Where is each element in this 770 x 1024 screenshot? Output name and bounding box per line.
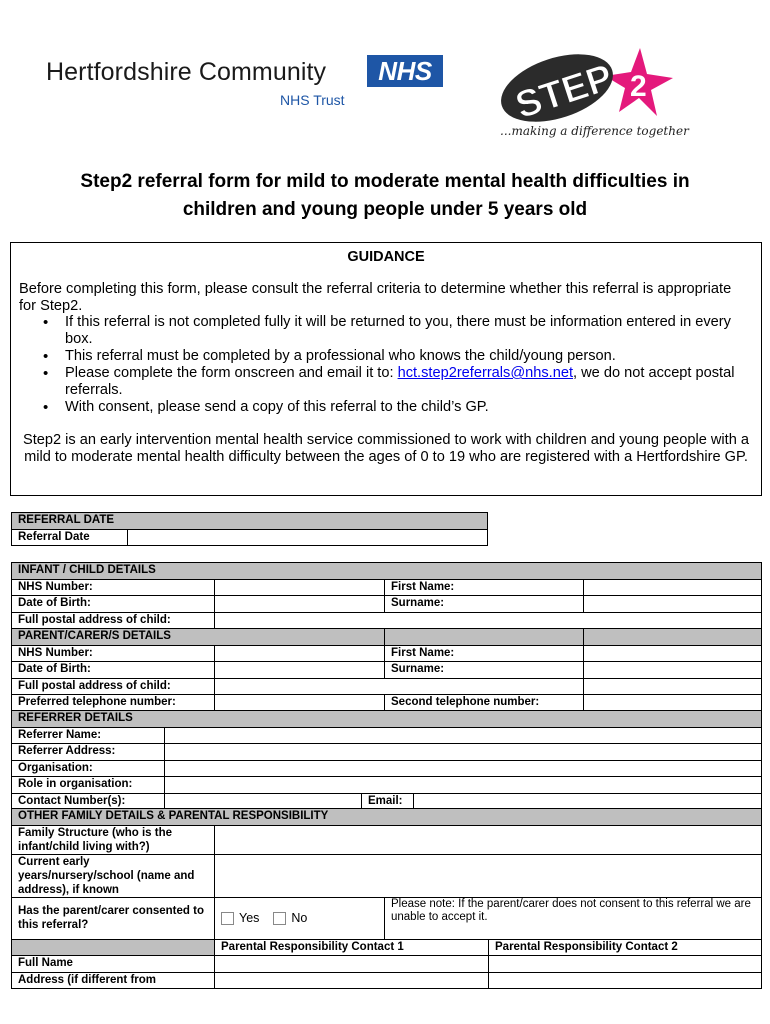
pr-contact-2-address-field[interactable] (489, 972, 762, 989)
parent-phone1-field[interactable] (215, 695, 385, 712)
tagline: ...making a difference together (500, 124, 689, 138)
child-surname-field[interactable] (584, 596, 762, 613)
consent-yes-checkbox[interactable] (221, 912, 234, 925)
parent-phone1-label: Preferred telephone number: (12, 695, 215, 712)
guidance-bullet-3-tail: , we do not accept postal referrals. (65, 365, 735, 398)
referral-date-table (11, 512, 488, 546)
parent-address-field-2[interactable] (584, 678, 762, 695)
parent-phone2-label: Second telephone number: (385, 695, 584, 712)
guidance-bullet-4: • With consent, please send a copy of this referral to the child’s GP. (19, 399, 739, 416)
guidance-bullet-2: • This referral must be completed by a professional who knows the child/young person. (19, 348, 739, 365)
step2-logo-number: 2 (630, 70, 647, 103)
parent-nhs-label: NHS Number: (12, 645, 215, 662)
guidance-bullet-3-text: Please complete the form onscreen and email it to: (65, 365, 398, 381)
guidance-intro: Before completing this form, please consult the referral criteria to determine whether this referral is appropriate for Step2. (19, 281, 732, 314)
address-different-label: Address (if different from (12, 972, 215, 989)
org-subtitle: NHS Trust (280, 92, 345, 108)
pr-contact-1-name-field[interactable] (215, 956, 489, 973)
consent-no-label: No (291, 910, 308, 925)
parent-details-header: PARENT/CARER/S DETAILS (12, 629, 385, 646)
pr-contact-2-name-field[interactable] (489, 956, 762, 973)
step2-logo-text: STEP (510, 56, 618, 126)
nhs-logo: NHS (367, 55, 443, 87)
page-title (20, 168, 750, 224)
child-address-label: Full postal address of child: (12, 612, 215, 629)
consent-note: Please note: If the parent/carer does not consent to this referral we are unable to accept it. (385, 897, 762, 939)
referrer-name-field[interactable] (165, 727, 762, 744)
parent-nhs-field[interactable] (215, 645, 385, 662)
school-label: Current early years/nursery/school (name and address), if known (12, 854, 215, 897)
child-dob-field[interactable] (215, 596, 385, 613)
guidance-box (10, 242, 762, 496)
family-details-header: OTHER FAMILY DETAILS & PARENTAL RESPONSIBILITY (12, 809, 762, 826)
child-dob-label: Date of Birth: (12, 596, 215, 613)
role-label: Role in organisation: (12, 777, 165, 794)
guidance-bullet-3 (19, 365, 739, 399)
parent-first-name-field[interactable] (584, 645, 762, 662)
family-structure-label: Family Structure (who is the infant/child living with?) (12, 825, 215, 854)
guidance-heading: GUIDANCE (347, 249, 425, 265)
referrer-name-label: Referrer Name: (12, 727, 165, 744)
referrer-table (11, 710, 762, 810)
parent-phone2-field[interactable] (584, 695, 762, 712)
family-table (11, 808, 762, 989)
parent-dob-label: Date of Birth: (12, 662, 215, 679)
parent-first-name-label: First Name: (385, 645, 584, 662)
child-parent-table (11, 562, 762, 712)
referral-email-link[interactable]: hct.step2referrals@nhs.net (397, 365, 574, 381)
consent-no-checkbox[interactable] (273, 912, 286, 925)
email-label: Email: (362, 793, 414, 810)
pr-contact-1-header: Parental Responsibility Contact 1 (215, 939, 489, 956)
referrer-address-label: Referrer Address: (12, 744, 165, 761)
role-field[interactable] (165, 777, 762, 794)
referral-date-label: Referral Date (12, 529, 128, 546)
guidance-list (19, 314, 739, 416)
title-line-2: children and young people under 5 years old (182, 199, 588, 220)
consent-yes-label: Yes (239, 910, 260, 925)
referrer-details-header: REFERRER DETAILS (12, 711, 762, 728)
parent-address-label: Full postal address of child: (12, 678, 215, 695)
organisation-field[interactable] (165, 760, 762, 777)
parent-surname-label: Surname: (385, 662, 584, 679)
service-description: Step2 is an early intervention mental health service commissioned to work with children and young people with a mild to moderate mental health difficulty between the ages of 0 to 19 who are registered with a Hertfordshire GP. (22, 432, 750, 465)
parent-address-field[interactable] (215, 678, 584, 695)
guidance-bullet-1: • If this referral is not completed fully it will be returned to you, there must be information entered in every box. (19, 314, 739, 348)
referrer-address-field[interactable] (165, 744, 762, 761)
child-first-name-label: First Name: (385, 579, 584, 596)
parent-dob-field[interactable] (215, 662, 385, 679)
org-name: Hertfordshire Community (46, 58, 327, 86)
title-line-1: Step2 referral form for mild to moderate mental health difficulties in (80, 171, 690, 192)
child-nhs-label: NHS Number: (12, 579, 215, 596)
child-details-header: INFANT / CHILD DETAILS (12, 563, 762, 580)
consent-label: Has the parent/carer consented to this referral? (12, 897, 215, 939)
organisation-label: Organisation: (12, 760, 165, 777)
child-nhs-field[interactable] (215, 579, 385, 596)
pr-header-blank (12, 939, 215, 956)
full-name-label: Full Name (12, 956, 215, 973)
school-field[interactable] (215, 854, 762, 897)
parent-surname-field[interactable] (584, 662, 762, 679)
pr-contact-2-header: Parental Responsibility Contact 2 (489, 939, 762, 956)
consent-options (215, 897, 385, 939)
child-surname-label: Surname: (385, 596, 584, 613)
pr-contact-1-address-field[interactable] (215, 972, 489, 989)
referral-date-field[interactable] (128, 529, 488, 546)
family-structure-field[interactable] (215, 825, 762, 854)
step2-logo (495, 26, 685, 131)
child-address-field[interactable] (215, 612, 762, 629)
child-first-name-field[interactable] (584, 579, 762, 596)
contact-number-label: Contact Number(s): (12, 793, 165, 810)
referral-date-header: REFERRAL DATE (12, 513, 488, 530)
